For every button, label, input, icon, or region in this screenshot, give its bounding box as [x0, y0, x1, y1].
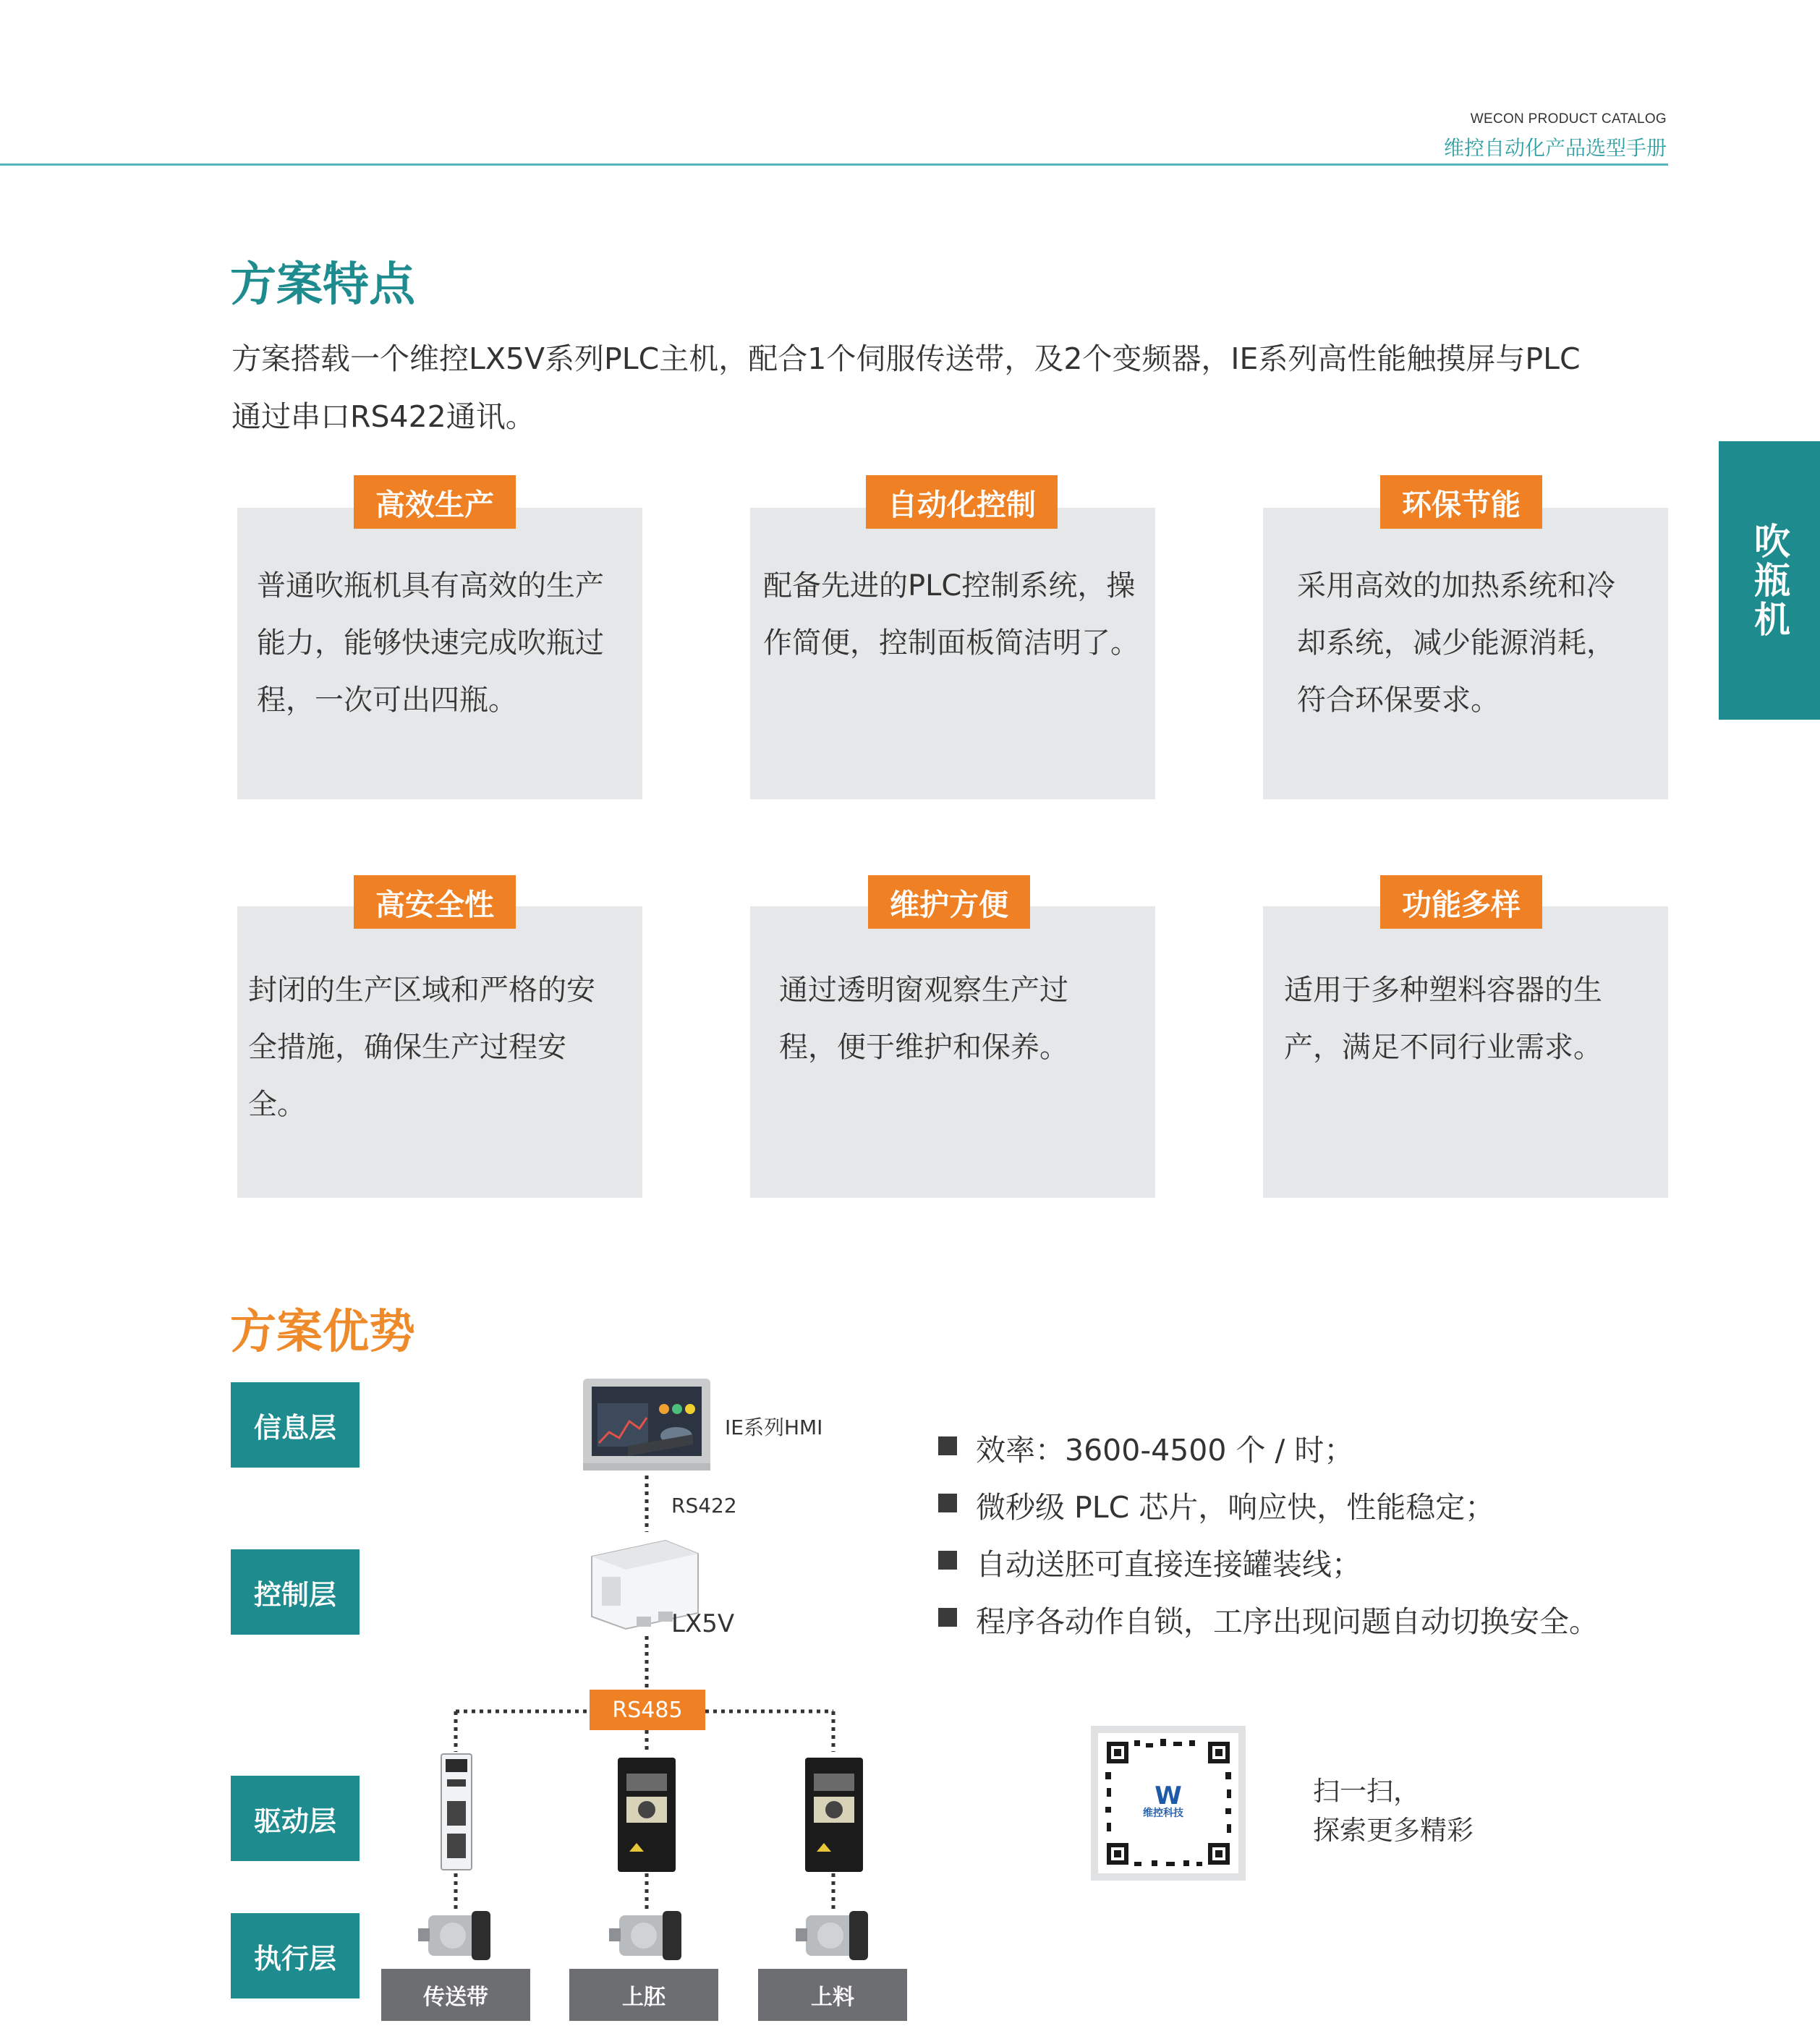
list-item: 自动送胚可直接连接罐装线； [938, 1536, 1599, 1593]
inverter-icon [618, 1758, 676, 1872]
card-title: 环保节能 [1380, 475, 1542, 529]
hmi-label: IE系列HMI [725, 1416, 823, 1439]
card-text: 普通吹瓶机具有高效的生产能力，能够快速完成吹瓶过程，一次可出四瓶。 [257, 569, 604, 717]
card-text: 封闭的生产区域和严格的安全措施，确保生产过程安全。 [248, 974, 595, 1121]
rs422-label: RS422 [671, 1494, 737, 1517]
layer-control: 控制层 [231, 1549, 360, 1635]
card-title: 自动化控制 [866, 475, 1058, 529]
qr-logo-text: 维控科技 [1143, 1808, 1183, 1819]
qr-caption: 扫一扫， 探索更多精彩 [1313, 1776, 1474, 1846]
card-text: 配备先进的PLC控制系统，操作简便，控制面板简洁明了。 [763, 569, 1139, 660]
square-bullet-icon [938, 1551, 957, 1570]
inverter-icon [805, 1758, 863, 1872]
square-bullet-icon [938, 1608, 957, 1627]
servo-motor-icon [609, 1911, 681, 1960]
card-text: 通过透明窗观察生产过程，便于维护和保养。 [779, 974, 1068, 1064]
list-item: 微秒级 PLC 芯片，响应快，性能稳定； [938, 1479, 1599, 1536]
qr-code-icon [1091, 1726, 1246, 1881]
card-text: 适用于多种塑料容器的生产，满足不同行业需求。 [1284, 974, 1602, 1064]
card-title: 高效生产 [354, 475, 516, 529]
servo-motor-icon [418, 1911, 490, 1960]
output-tag: 上料 [758, 1969, 907, 2021]
output-tag: 传送带 [381, 1969, 530, 2021]
intro-paragraph: 方案搭载一个维控LX5V系列PLC主机，配合1个伺服传送带，及2个变频器，IE系列高性能触摸屏与PLC通过串口RS422通讯。 [231, 341, 1581, 434]
square-bullet-icon [938, 1494, 957, 1512]
servo-motor-icon [796, 1911, 868, 1960]
layer-info: 信息层 [231, 1382, 360, 1468]
plc-label: LX5V [671, 1609, 735, 1638]
servo-drive-icon [441, 1754, 472, 1870]
list-item: 效率：3600-4500 个 / 时； [938, 1422, 1599, 1479]
features-title: 方案特点 [230, 258, 415, 312]
square-bullet-icon [938, 1436, 957, 1455]
catalog-title-cn: 维控自动化产品选型手册 [1443, 136, 1667, 160]
layer-drive: 驱动层 [231, 1776, 360, 1861]
brand-logo-icon: W [1154, 1782, 1182, 1810]
rs485-badge: RS485 [590, 1690, 705, 1730]
output-tag: 上胚 [569, 1969, 718, 2021]
card-title: 维护方便 [868, 875, 1030, 929]
side-tab-label: 吹瓶机 [1748, 522, 1790, 639]
qr-code[interactable] [1091, 1726, 1246, 1881]
list-item: 程序各动作自锁，工序出现问题自动切换安全。 [938, 1593, 1599, 1651]
advantage-list [938, 1422, 1599, 1651]
card-title: 高安全性 [354, 875, 516, 929]
catalog-title-en: WECON PRODUCT CATALOG [1470, 111, 1667, 127]
layer-execute: 执行层 [231, 1913, 360, 1998]
card-title: 功能多样 [1380, 875, 1542, 929]
hmi-device-icon [583, 1379, 710, 1470]
card-text: 采用高效的加热系统和冷却系统，减少能源消耗，符合环保要求。 [1297, 569, 1615, 717]
advantages-title: 方案优势 [230, 1306, 415, 1359]
